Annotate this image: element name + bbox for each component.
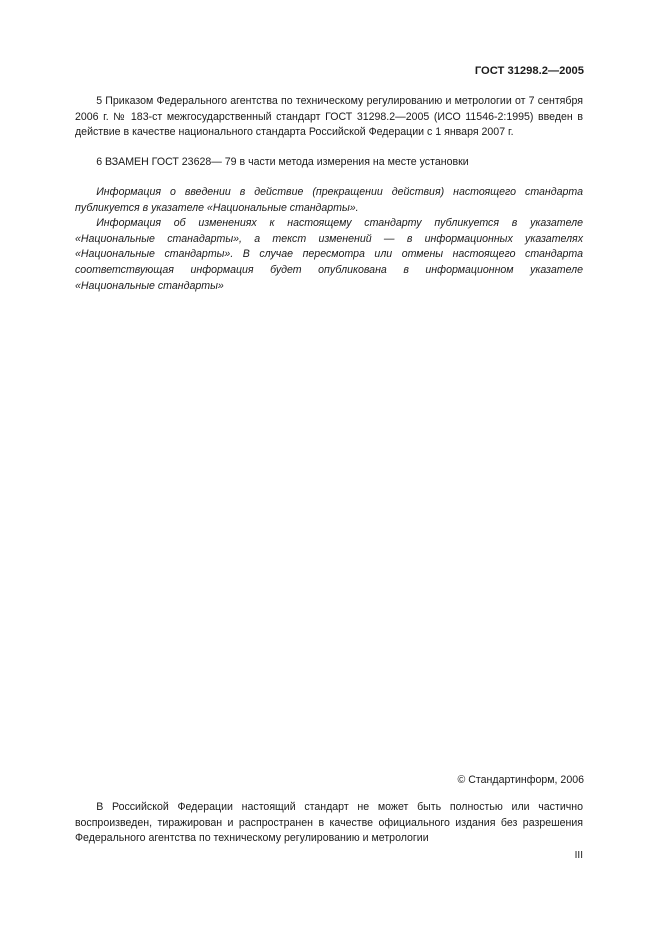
publication-info-paragraph-1: Информация о введении в действие (прекращении действия) настоящего стандарта публикуется в указателе «Национальные стандарты».: [75, 186, 583, 214]
document-number: ГОСТ 31298.2—2005: [474, 65, 584, 77]
section-5: [75, 94, 583, 141]
copyright-line: © Стандартинформ, 2006: [457, 774, 584, 786]
section-6: [75, 155, 583, 171]
publication-info-paragraph-2: Информация об изменениях к настоящему стандарту публикуется в указателе «Национальные станадарты», а текст изменений — в информационных указателях «Национальные стандарты». В случае пересмотра или отмены настоящего стандарта соответствующая информация будет опубликована в информационном указателе «Национальные стандарты»: [75, 217, 583, 292]
section-6-text: 6 ВЗАМЕН ГОСТ 23628— 79 в части метода измерения на месте установки: [96, 156, 469, 168]
section-5-text: 5 Приказом Федерального агентства по техническому регулированию и метрологии от 7 сентября 2006 г. № 183-ст межгосударственный стандарт ГОСТ 31298.2—2005 (ИСО 11546-2:1995) введен в действие в качестве национального стандарта Российской Федерации с 1 января 2007 г.: [75, 95, 583, 139]
reproduction-notice: [75, 800, 583, 847]
reproduction-notice-text: В Российской Федерации настоящий стандарт не может быть полностью или частично воспроизведен, тиражирован и распространен в качестве официального издания без разрешения Федерального агентства по техническому регулированию и метрологии: [75, 801, 583, 845]
publication-info: [75, 185, 583, 294]
page-number: III: [574, 850, 583, 861]
